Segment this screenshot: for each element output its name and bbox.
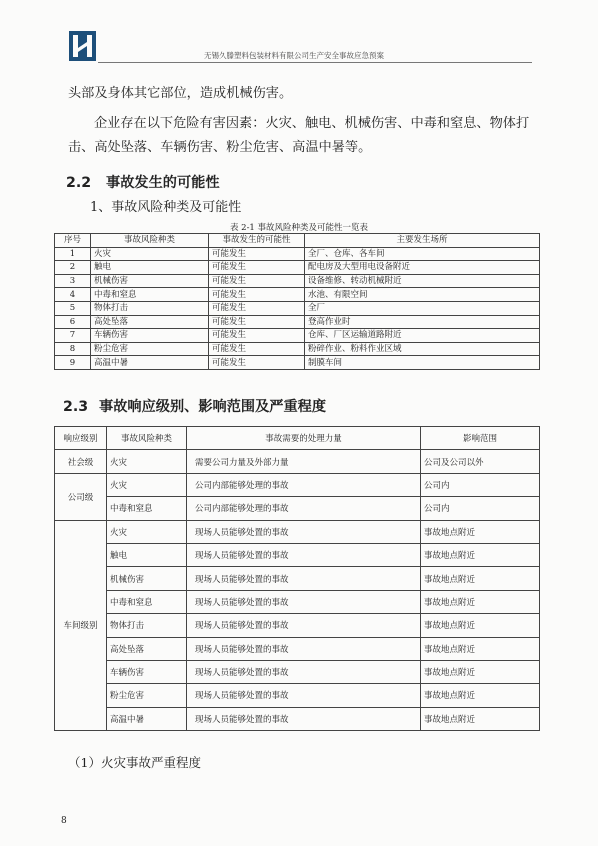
table-cell: 4 xyxy=(55,288,91,302)
table-cell: 火灾 xyxy=(107,450,187,473)
table-cell: 设备维修、转动机械附近 xyxy=(305,274,540,288)
table-cell: 事故地点附近 xyxy=(421,590,540,613)
table-cell: 粉尘危害 xyxy=(107,684,187,707)
response-level-cell: 车间级别 xyxy=(55,520,107,731)
table-cell: 高处坠落 xyxy=(91,315,209,329)
table-cell: 粉尘危害 xyxy=(91,342,209,356)
paragraph-1: 头部及身体其它部位，造成机械伤害。 xyxy=(68,86,293,101)
table-row xyxy=(55,247,540,261)
table-row xyxy=(55,288,540,302)
table-cell: 公司内部能够处理的事故 xyxy=(187,497,421,520)
header-cell: 事故风险种类 xyxy=(91,234,209,248)
table-cell: 车辆伤害 xyxy=(107,660,187,683)
table-cell: 现场人员能够处置的事故 xyxy=(187,707,421,730)
table-row xyxy=(55,473,540,496)
table-row xyxy=(55,567,540,590)
table-cell: 可能发生 xyxy=(209,315,305,329)
response-level-table xyxy=(54,426,540,731)
table-cell: 全厂、仓库、各车间 xyxy=(305,247,540,261)
table-row xyxy=(55,543,540,566)
table-cell: 车辆伤害 xyxy=(91,329,209,343)
table-cell: 配电房及大型用电设备附近 xyxy=(305,261,540,275)
section-number: 2.2 xyxy=(66,175,92,191)
table-row xyxy=(55,520,540,543)
table-cell: 事故地点附近 xyxy=(421,567,540,590)
table-cell: 可能发生 xyxy=(209,356,305,370)
table-row xyxy=(55,497,540,520)
table-cell: 事故地点附近 xyxy=(421,637,540,660)
table-cell: 公司及公司以外 xyxy=(421,450,540,473)
table-cell: 中毒和窒息 xyxy=(91,288,209,302)
section-title: 事故发生的可能性 xyxy=(106,175,220,191)
header-cell: 主要发生场所 xyxy=(305,234,540,248)
table-cell: 物体打击 xyxy=(91,301,209,315)
header-cell: 事故需要的处理力量 xyxy=(187,427,421,450)
table-cell: 仓库、厂区运输道路附近 xyxy=(305,329,540,343)
section-title: 事故响应级别、影响范围及严重程度 xyxy=(99,399,327,415)
table-cell: 高温中暑 xyxy=(91,356,209,370)
table-cell: 中毒和窒息 xyxy=(107,590,187,613)
table-cell: 现场人员能够处置的事故 xyxy=(187,614,421,637)
table-row xyxy=(55,315,540,329)
table-cell: 现场人员能够处置的事故 xyxy=(187,590,421,613)
table-cell: 机械伤害 xyxy=(91,274,209,288)
table-cell: 火灾 xyxy=(107,473,187,496)
section-heading-2-3 xyxy=(63,396,326,416)
table-row xyxy=(55,342,540,356)
response-level-cell: 公司级 xyxy=(55,473,107,520)
table-header-row xyxy=(55,427,540,450)
header-cell: 影响范围 xyxy=(421,427,540,450)
table-cell: 可能发生 xyxy=(209,288,305,302)
header-company-title: 无锡久滕塑料包装材料有限公司生产安全事故应急预案 xyxy=(204,51,384,60)
table-cell: 高温中暑 xyxy=(107,707,187,730)
table-row xyxy=(55,707,540,730)
table-cell: 公司内部能够处理的事故 xyxy=(187,473,421,496)
table-cell: 需要公司力量及外部力量 xyxy=(187,450,421,473)
table-cell: 高处坠落 xyxy=(107,637,187,660)
table-cell: 机械伤害 xyxy=(107,567,187,590)
table-header-row xyxy=(55,234,540,248)
table-cell: 8 xyxy=(55,342,91,356)
table-cell: 6 xyxy=(55,315,91,329)
header-cell: 事故发生的可能性 xyxy=(209,234,305,248)
table-cell: 中毒和窒息 xyxy=(107,497,187,520)
table-cell: 现场人员能够处置的事故 xyxy=(187,520,421,543)
table-cell: 登高作业时 xyxy=(305,315,540,329)
table-cell: 粉碎作业、粉料作业区域 xyxy=(305,342,540,356)
section-heading-2-2 xyxy=(66,172,220,192)
table-cell: 公司内 xyxy=(421,497,540,520)
table-cell: 现场人员能够处置的事故 xyxy=(187,684,421,707)
table-cell: 1 xyxy=(55,247,91,261)
table-row xyxy=(55,356,540,370)
table-cell: 全厂 xyxy=(305,301,540,315)
table-row xyxy=(55,301,540,315)
table-cell: 可能发生 xyxy=(209,342,305,356)
table-cell: 火灾 xyxy=(107,520,187,543)
page-number: 8 xyxy=(61,816,67,826)
header-cell: 响应级别 xyxy=(55,427,107,450)
company-logo-icon xyxy=(69,31,96,61)
table-cell: 现场人员能够处置的事故 xyxy=(187,567,421,590)
table-cell: 可能发生 xyxy=(209,261,305,275)
table-cell: 9 xyxy=(55,356,91,370)
table-cell: 公司内 xyxy=(421,473,540,496)
header-rule xyxy=(98,62,532,63)
table-cell: 7 xyxy=(55,329,91,343)
table-cell: 制膜车间 xyxy=(305,356,540,370)
table-row xyxy=(55,450,540,473)
table-cell: 物体打击 xyxy=(107,614,187,637)
table-cell: 触电 xyxy=(107,543,187,566)
table-cell: 可能发生 xyxy=(209,274,305,288)
table-cell: 可能发生 xyxy=(209,329,305,343)
table-cell: 现场人员能够处置的事故 xyxy=(187,660,421,683)
response-level-cell: 社会级 xyxy=(55,450,107,473)
table-cell: 事故地点附近 xyxy=(421,660,540,683)
table-row xyxy=(55,590,540,613)
table-cell: 火灾 xyxy=(91,247,209,261)
risk-types-table xyxy=(54,233,540,370)
paragraph-2: 企业存在以下危险有害因素：火灾、触电、机械伤害、中毒和窒息、物体打击、高处坠落、车辆伤害、粉尘危害、高温中暑等。 xyxy=(68,116,530,155)
table-cell: 事故地点附近 xyxy=(421,520,540,543)
subsection-title: 1、事故风险种类及可能性 xyxy=(90,200,242,215)
table-cell: 2 xyxy=(55,261,91,275)
table-cell: 水池、有限空间 xyxy=(305,288,540,302)
table-row xyxy=(55,261,540,275)
table-row xyxy=(55,329,540,343)
header-cell: 事故风险种类 xyxy=(107,427,187,450)
section-number: 2.3 xyxy=(63,399,89,415)
table-caption: 表 2-1 事故风险种类及可能性一览表 xyxy=(229,223,369,233)
table-row xyxy=(55,684,540,707)
table-cell: 现场人员能够处置的事故 xyxy=(187,637,421,660)
table-row xyxy=(55,274,540,288)
table-cell: 事故地点附近 xyxy=(421,684,540,707)
table-cell: 事故地点附近 xyxy=(421,707,540,730)
table-row xyxy=(55,660,540,683)
table-cell: 触电 xyxy=(91,261,209,275)
table-cell: 现场人员能够处置的事故 xyxy=(187,543,421,566)
footer-paragraph: （1）火灾事故严重程度 xyxy=(68,755,201,770)
table-cell: 可能发生 xyxy=(209,247,305,261)
table-cell: 事故地点附近 xyxy=(421,614,540,637)
table-row xyxy=(55,637,540,660)
table-cell: 5 xyxy=(55,301,91,315)
table-cell: 可能发生 xyxy=(209,301,305,315)
table-cell: 3 xyxy=(55,274,91,288)
table-row xyxy=(55,614,540,637)
header-cell: 序号 xyxy=(55,234,91,248)
table-cell: 事故地点附近 xyxy=(421,543,540,566)
